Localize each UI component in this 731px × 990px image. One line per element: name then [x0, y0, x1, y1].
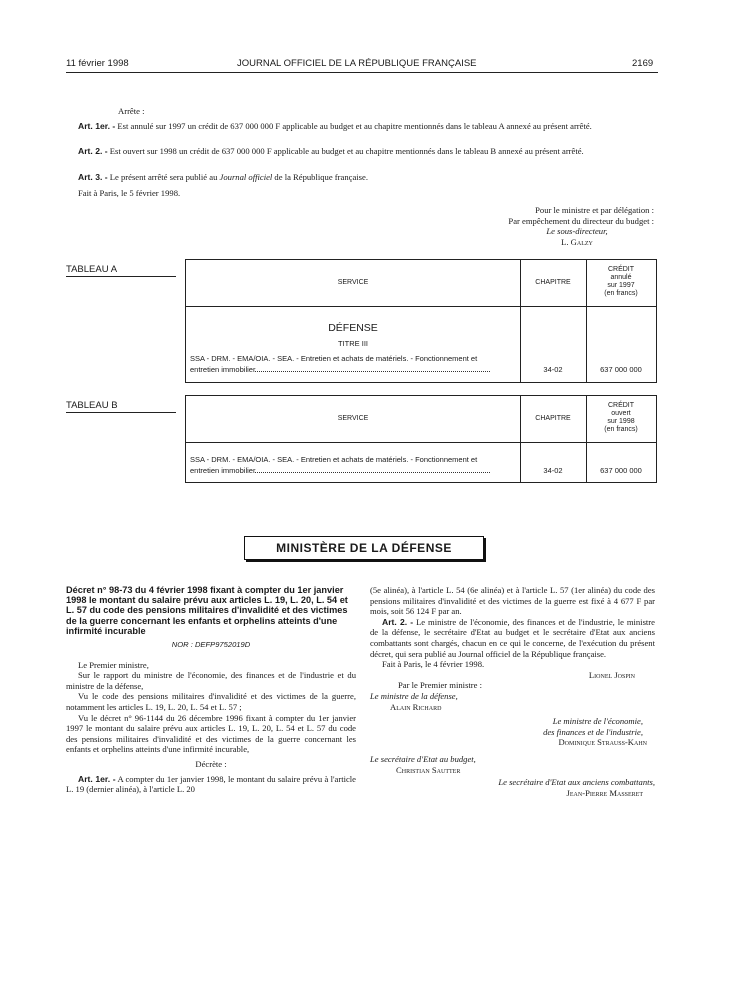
credit-label: CRÉDIT — [607, 402, 635, 409]
sig-title: Le sous-directeur, — [546, 226, 608, 236]
row-divider — [186, 306, 656, 307]
subsection-title: TITRE III — [338, 339, 368, 348]
decret-art2 — [370, 617, 655, 659]
chapitre-value: 34-02 — [543, 365, 563, 374]
journal-officiel-ref: Journal officiel — [219, 172, 273, 182]
col-header-credit — [586, 402, 656, 434]
section-title: DÉFENSE — [328, 322, 378, 334]
col-header-chapitre: CHAPITRE — [535, 415, 571, 422]
credit-value: 637 000 000 — [600, 365, 642, 374]
sig-line: Pour le ministre et par délégation : — [535, 205, 654, 215]
credit-value: 637 000 000 — [600, 466, 642, 475]
sig-name: Dominique Strauss-Kahn — [558, 737, 647, 748]
arrete-art2 — [66, 146, 654, 157]
leader-dots — [255, 371, 490, 372]
credit-label: sur 1998 — [607, 418, 635, 425]
ministry-heading: MINISTÈRE DE LA DÉFENSE — [244, 536, 484, 560]
col-header-credit — [586, 266, 656, 298]
service-text-line2 — [190, 465, 518, 476]
tableau-b — [185, 395, 657, 483]
journal-title: JOURNAL OFFICIEL DE LA RÉPUBLIQUE FRANÇAISE — [237, 58, 477, 69]
art-text: A compter du 1er janvier 1998, le montant du salaire prévu à l'article L. 19 (dernier alinéa), à l'article L. 20 — [66, 773, 356, 795]
decret-left-column — [66, 585, 356, 795]
service-text: SSA - DRM. - EMA/OIA. - SEA. - Entretien et achats de matériels. - Fonctionnement et — [190, 354, 478, 363]
art-label: Art. 2. - — [78, 146, 108, 156]
credit-label: (en francs) — [604, 426, 638, 433]
table-row — [190, 454, 518, 476]
credit-label: (en francs) — [604, 290, 638, 297]
art-text: Le présent arrêté sera publié au — [109, 172, 220, 182]
arrete-art1 — [66, 121, 654, 132]
service-text: SSA - DRM. - EMA/OIA. - SEA. - Entretien et achats de matériels. - Fonctionnement et — [190, 455, 478, 464]
service-text: entretien immobilier — [190, 466, 256, 475]
paragraph: Sur le rapport du ministre de l'économie, des finances et de l'industrie et du ministre de la défense, — [66, 670, 356, 691]
paragraph: Vu le code des pensions militaires d'invalidité et des victimes de la guerre, notamment les articles L. 19, L. 20, L. 54 et L. 57 ; — [66, 691, 356, 712]
service-text: entretien immobilier — [190, 365, 256, 374]
sig-title: Le secrétaire d'Etat au budget, — [370, 753, 476, 764]
arrete-signature — [460, 205, 654, 247]
table-row — [190, 353, 518, 375]
sig-name: Jean-Pierre Masseret — [566, 787, 643, 798]
sig-title: Le ministre de la défense, — [370, 690, 458, 701]
art-text: de la République française. — [272, 172, 368, 182]
credit-label: sur 1997 — [607, 282, 635, 289]
header-date: 11 février 1998 — [66, 58, 129, 69]
arrete-intro: Arrête : — [118, 106, 145, 116]
service-text-line2 — [190, 364, 518, 375]
sig-name: Alain Richard — [390, 701, 442, 712]
decret-nor: NOR : DEFP9752019D — [171, 640, 251, 650]
art-label: Art. 1er. - — [78, 773, 116, 784]
sig-name: Lionel Jospin — [588, 669, 635, 680]
art-label: Art. 1er. - — [78, 121, 116, 131]
tableau-a-title: TABLEAU A — [66, 264, 176, 277]
sig-line: Par le Premier ministre : — [398, 680, 483, 691]
tableau-b-title: TABLEAU B — [66, 400, 176, 413]
col-header-service: SERVICE — [337, 279, 369, 286]
decret-done: Fait à Paris, le 4 février 1998. — [382, 659, 485, 670]
paragraph: (5e alinéa), à l'article L. 54 (6e alinéa) et à l'article L. 57 (1er alinéa) du code des pensions militaires d'invalidité et des victimes de la guerre est fixé à 4 677 F par mois, soit 56 124 F par an. — [370, 585, 655, 617]
col-header-service: SERVICE — [337, 415, 369, 422]
chapitre-value: 34-02 — [543, 466, 563, 475]
credit-label: CRÉDIT — [607, 266, 635, 273]
sig-title: des finances et de l'industrie, — [543, 726, 643, 737]
tableau-a — [185, 259, 657, 383]
arrete-art3 — [78, 172, 368, 183]
sig-title: Le secrétaire d'Etat aux anciens combattants, — [498, 777, 655, 788]
decret-art1 — [66, 774, 356, 795]
decret-right-column — [370, 585, 655, 798]
decrete: Décrète : — [195, 758, 227, 769]
header-rule — [66, 72, 658, 73]
col-header-chapitre: CHAPITRE — [535, 279, 571, 286]
row-divider — [186, 442, 656, 443]
leader-dots — [255, 472, 490, 473]
art-text: Est annulé sur 1997 un crédit de 637 000 000 F applicable au budget et au chapitre mentionnés dans le tableau A annexé au présent arrêté. — [117, 121, 592, 131]
art-text: Le ministre de l'économie, des finances et de l'industrie, le ministre de la défense, le secrétaire d'Etat au budget et le secrétaire d'Etat aux anciens combattants sont chargés, chacun en ce qui le concerne, de l'exécution du présent décret, qui sera publié au Journal officiel de la République française. — [370, 616, 655, 659]
credit-label: ouvert — [611, 410, 631, 417]
art-text: Est ouvert sur 1998 un crédit de 637 000 000 F applicable au budget et au chapitre mentionnés dans le tableau B annexé au présent arrêté. — [109, 146, 584, 156]
art-label: Art. 3. - — [78, 172, 108, 182]
arrete-done: Fait à Paris, le 5 février 1998. — [78, 188, 181, 198]
decret-title: Décret n° 98-73 du 4 février 1998 fixant à compter du 1er janvier 1998 le montant du salaire prévu aux articles L. 19, L. 20, L. 54 et L. 57 du code des pensions militaires d'invalidité et des victimes de la guerre concernant les enfants et orphelins atteints d'une infirmité incurable — [66, 585, 348, 636]
sig-title: Le ministre de l'économie, — [552, 716, 643, 727]
credit-label: annulé — [610, 274, 632, 281]
paragraph: Vu le décret n° 96-1144 du 26 décembre 1996 fixant à compter du 1er janvier 1997 le montant du salaire prévu aux articles L. 19, L. 20, L. 54 et L. 57 du code des pensions militaires d'invalidité et des victimes de la guerre concernant les enfants et orphelins atteints d'une infirmité incurable, — [66, 712, 356, 755]
sig-name: Christian Sautter — [396, 764, 461, 775]
sig-name: L. Galzy — [561, 236, 593, 247]
art-label: Art. 2. - — [382, 616, 414, 627]
paragraph: Le Premier ministre, — [78, 659, 149, 670]
page-number: 2169 — [632, 58, 654, 69]
sig-line: Par empêchement du directeur du budget : — [508, 215, 654, 226]
